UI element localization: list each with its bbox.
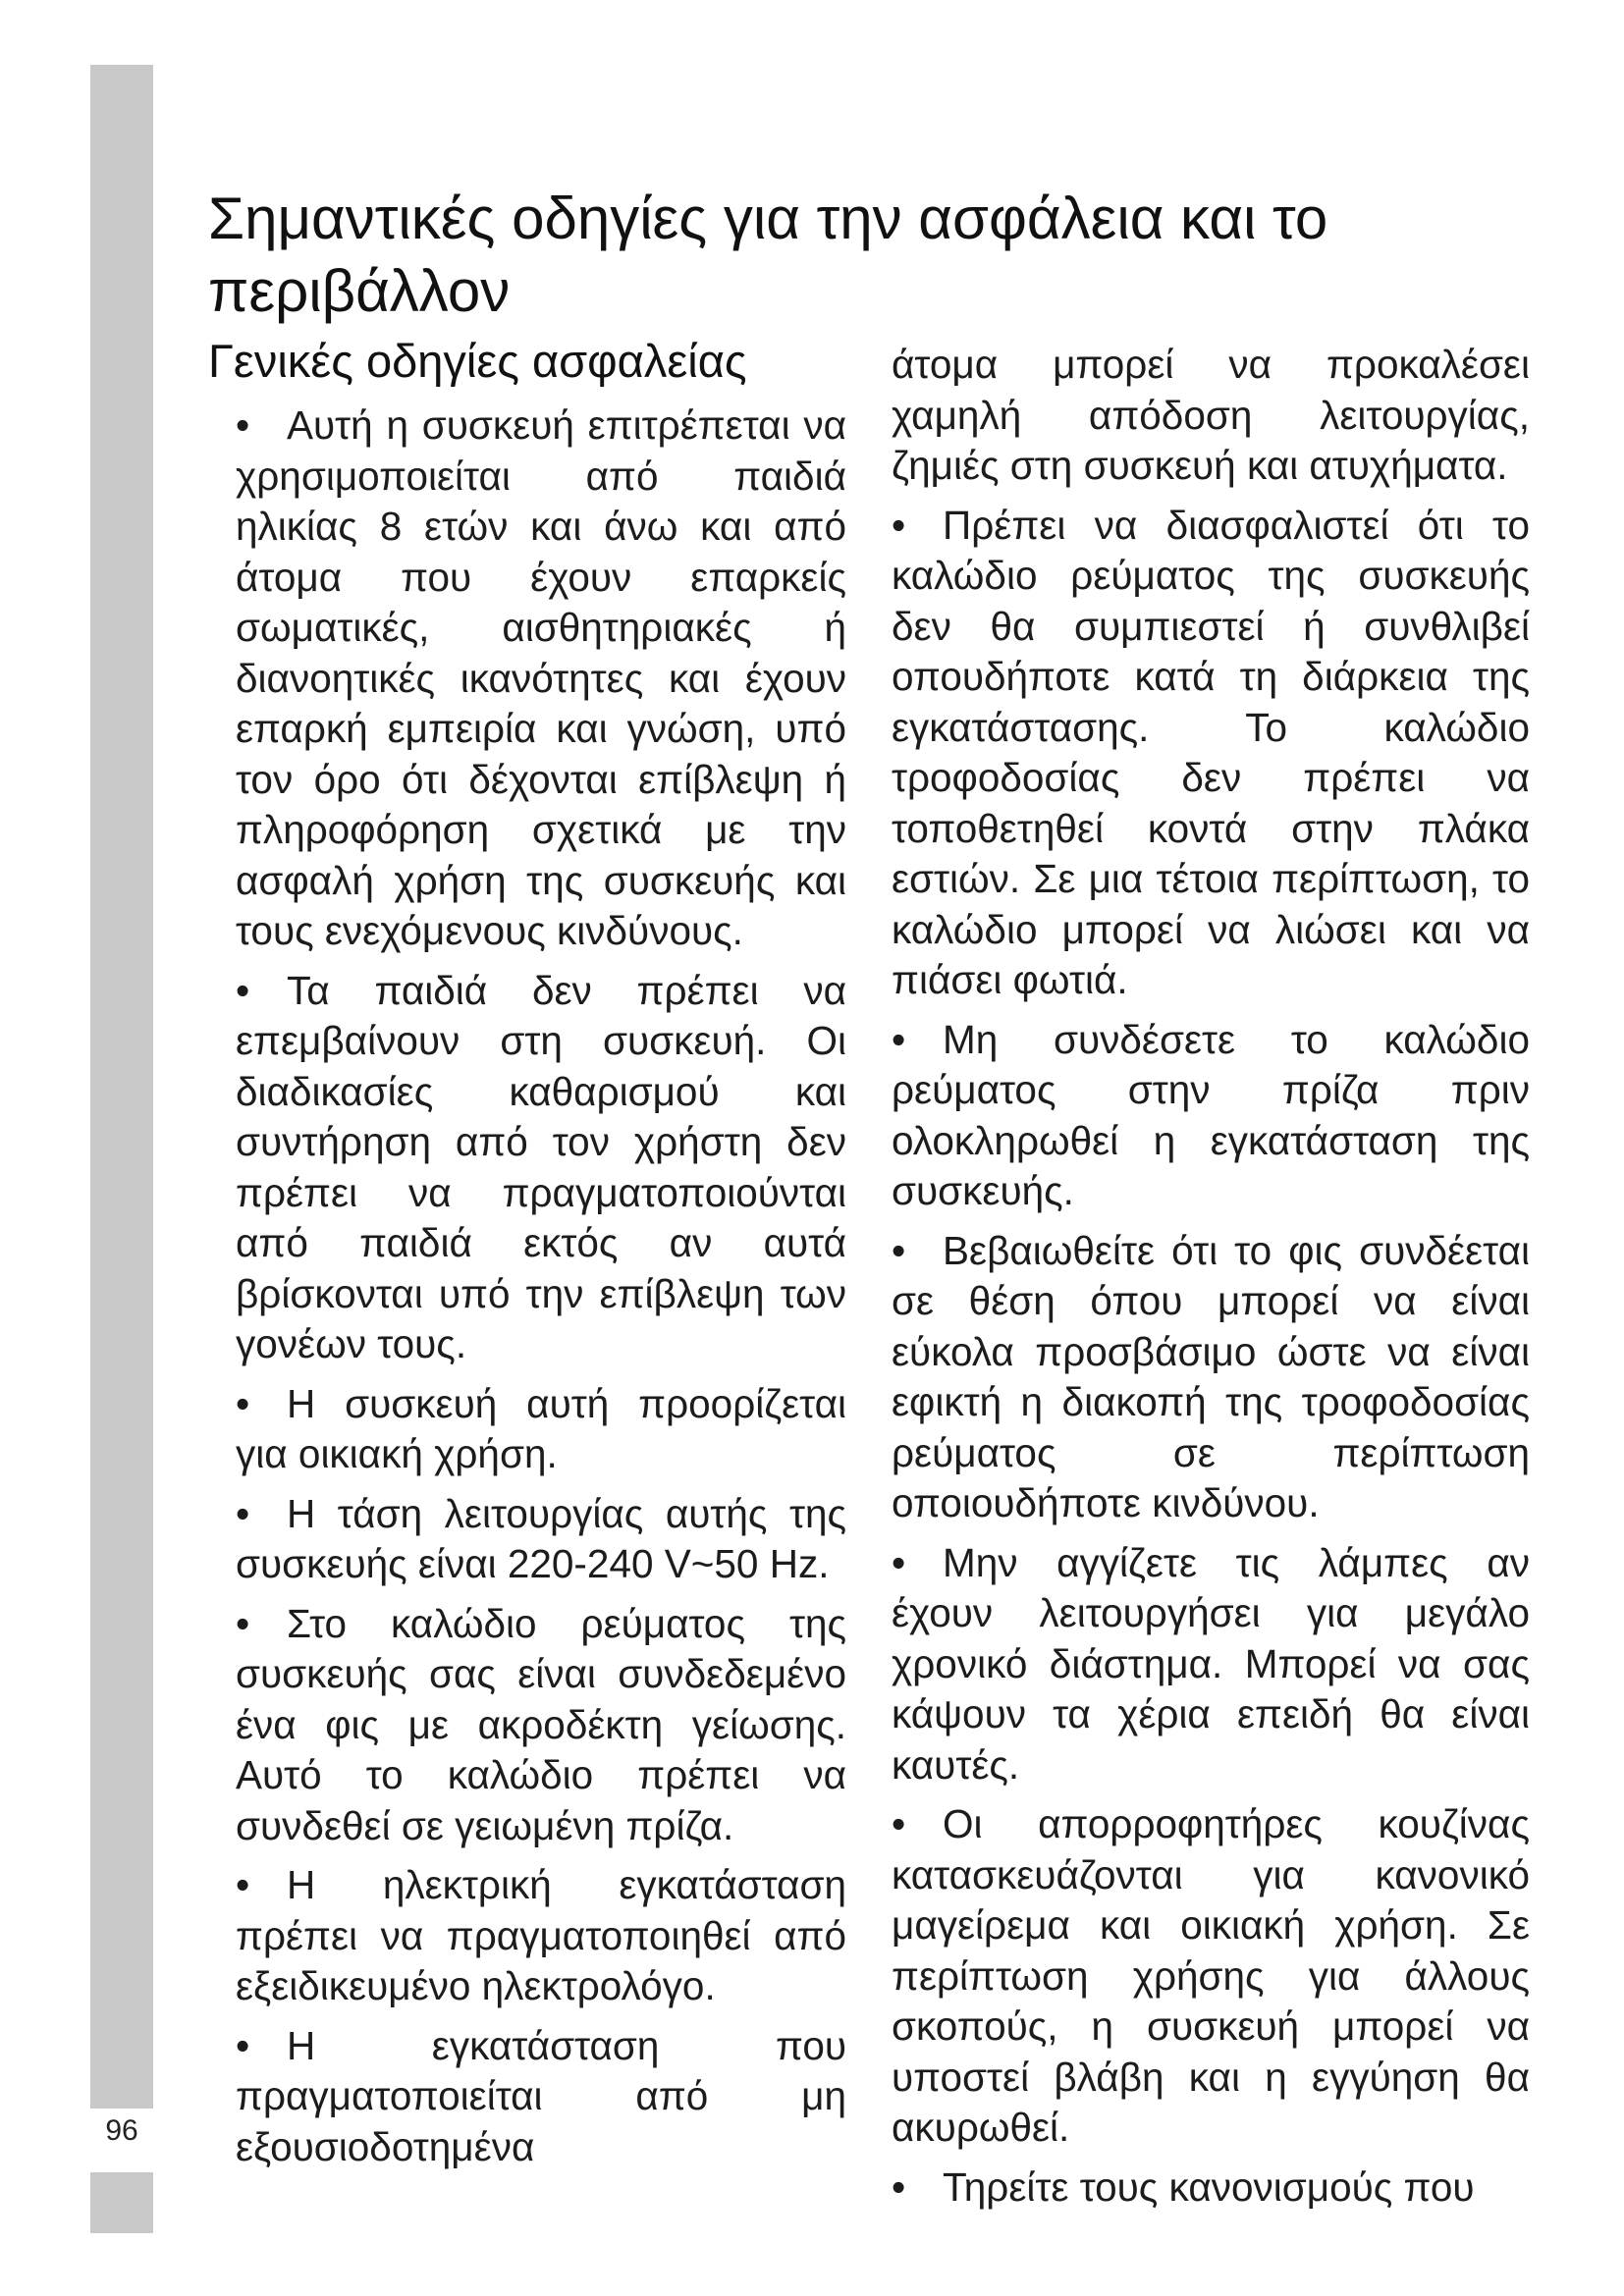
bullet-item bbox=[892, 1015, 1530, 1217]
bullet-marker: • bbox=[236, 967, 250, 1013]
bullet-marker: • bbox=[236, 1380, 250, 1426]
bullet-text: Μη συνδέσετε το καλώδιο ρεύματος στην πρίζα πριν ολοκληρωθεί η εγκατάσταση της συσκευής. bbox=[892, 1016, 1530, 1213]
bullet-marker: • bbox=[892, 1539, 906, 1585]
bullet-marker: • bbox=[236, 1490, 250, 1536]
bullet-text: Οι απορροφητήρες κουζίνας κατασκευάζονται για κανονικό μαγείρεμα και οικιακή χρήση. Σε περίπτωση χρήσης για άλλους σκοπούς, η συσκευή μπορεί να υποστεί βλάβη και η εγγύηση θα ακυρωθεί. bbox=[892, 1801, 1530, 2150]
bullet-text: Η τάση λειτουργίας αυτής της συσκευής είναι 220-240 V~50 Hz. bbox=[236, 1490, 846, 1586]
bullet-item bbox=[892, 1799, 1530, 2154]
bullet-item bbox=[236, 1379, 846, 1480]
bullet-text: Τηρείτε τους κανονισμούς που bbox=[943, 2163, 1475, 2210]
bullet-item bbox=[236, 2021, 846, 2173]
bullet-text: Τα παιδιά δεν πρέπει να επεμβαίνουν στη συσκευή. Οι διαδικασίες καθαρισμού και συντήρηση από τον χρήστη δεν πρέπει να πραγματοποιούνται από παιδιά εκτός αν αυτά βρίσκονται υπό την επίβλεψη των γονέων τους. bbox=[236, 967, 846, 1366]
bullet-text: Η εγκατάσταση που πραγματοποιείται από μη εξουσιοδοτημένα bbox=[236, 2022, 846, 2169]
bullet-marker: • bbox=[236, 2022, 250, 2068]
page-title: Σημαντικές οδηγίες για την ασφάλεια και το περιβάλλον bbox=[208, 186, 1328, 324]
bullet-item bbox=[236, 966, 846, 1370]
bullet-item bbox=[236, 1489, 846, 1590]
bullet-item bbox=[892, 1226, 1530, 1529]
bullet-marker: • bbox=[236, 402, 250, 448]
bullet-text: Η συσκευή αυτή προορίζεται για οικιακή χρήση. bbox=[236, 1380, 846, 1476]
side-margin-bar bbox=[90, 65, 153, 2109]
bullet-text: Αυτή η συσκευή επιτρέπεται να χρησιμοποιείται από παιδιά ηλικίας 8 ετών και άνω και από άτομα που έχουν επαρκείς σωματικές, αισθητηριακές ή διανοητικές ικανότητες και έχουν επαρκή εμπειρία και γνώση, υπό τον όρο ότι δέχονται επίβλεψη ή πληροφόρηση σχετικά με την ασφαλή χρήση της συσκευής και τους ενεχόμενους κινδύνους. bbox=[236, 402, 846, 953]
bullet-item bbox=[236, 1860, 846, 2012]
bullet-text: Βεβαιωθείτε ότι το φις συνδέεται σε θέση όπου μπορεί να είναι εύκολα προσβάσιμο ώστε να είναι εφικτή η διακοπή της τροφοδοσίας ρεύματος σε περίπτωση οποιουδήποτε κινδύνου. bbox=[892, 1227, 1530, 1525]
right-column bbox=[892, 340, 1530, 2221]
section-heading: Γενικές οδηγίες ασφαλείας bbox=[208, 335, 747, 387]
continuation-text: άτομα μπορεί να προκαλέσει χαμηλή απόδοση λειτουργίας, ζημιές στη συσκευή και ατυχήματα. bbox=[892, 342, 1530, 488]
bullet-marker: • bbox=[892, 502, 906, 548]
bullet-item bbox=[236, 1599, 846, 1852]
side-margin-bar-bottom bbox=[90, 2172, 153, 2233]
bullet-text: Στο καλώδιο ρεύματος της συσκευής σας είναι συνδεδεμένο ένα φις με ακροδέκτη γείωσης. Αυτό το καλώδιο πρέπει να συνδεθεί σε γειωμένη πρίζα. bbox=[236, 1600, 846, 1848]
bullet-marker: • bbox=[892, 2163, 906, 2210]
bullet-marker: • bbox=[236, 1600, 250, 1646]
bullet-item bbox=[892, 1538, 1530, 1791]
left-column bbox=[236, 400, 846, 2181]
bullet-item bbox=[892, 501, 1530, 1006]
bullet-marker: • bbox=[236, 1862, 250, 1907]
bullet-marker: • bbox=[892, 1801, 906, 1846]
page-number: 96 bbox=[105, 2114, 138, 2147]
bullet-marker: • bbox=[892, 1016, 906, 1062]
bullet-item bbox=[236, 400, 846, 957]
bullet-item bbox=[892, 2163, 1530, 2214]
bullet-text: Πρέπει να διασφαλιστεί ότι το καλώδιο ρεύματος της συσκευής δεν θα συμπιεστεί ή συνθλιβεί οπουδήποτε κατά τη διάρκεια της εγκατάστασης. Το καλώδιο τροφοδοσίας δεν πρέπει να τοποθετηθεί κοντά στην πλάκα εστιών. Σε μια τέτοια περίπτωση, το καλώδιο μπορεί να λιώσει και να πιάσει φωτιά. bbox=[892, 502, 1530, 1002]
bullet-marker: • bbox=[892, 1227, 906, 1273]
bullet-text: Η ηλεκτρική εγκατάσταση πρέπει να πραγματοποιηθεί από εξειδικευμένο ηλεκτρολόγο. bbox=[236, 1862, 846, 2008]
bullet-text: Μην αγγίζετε τις λάμπες αν έχουν λειτουργήσει για μεγάλο χρονικό διάστημα. Μπορεί να σας κάψουν τα χέρια επειδή θα είναι καυτές. bbox=[892, 1539, 1530, 1788]
